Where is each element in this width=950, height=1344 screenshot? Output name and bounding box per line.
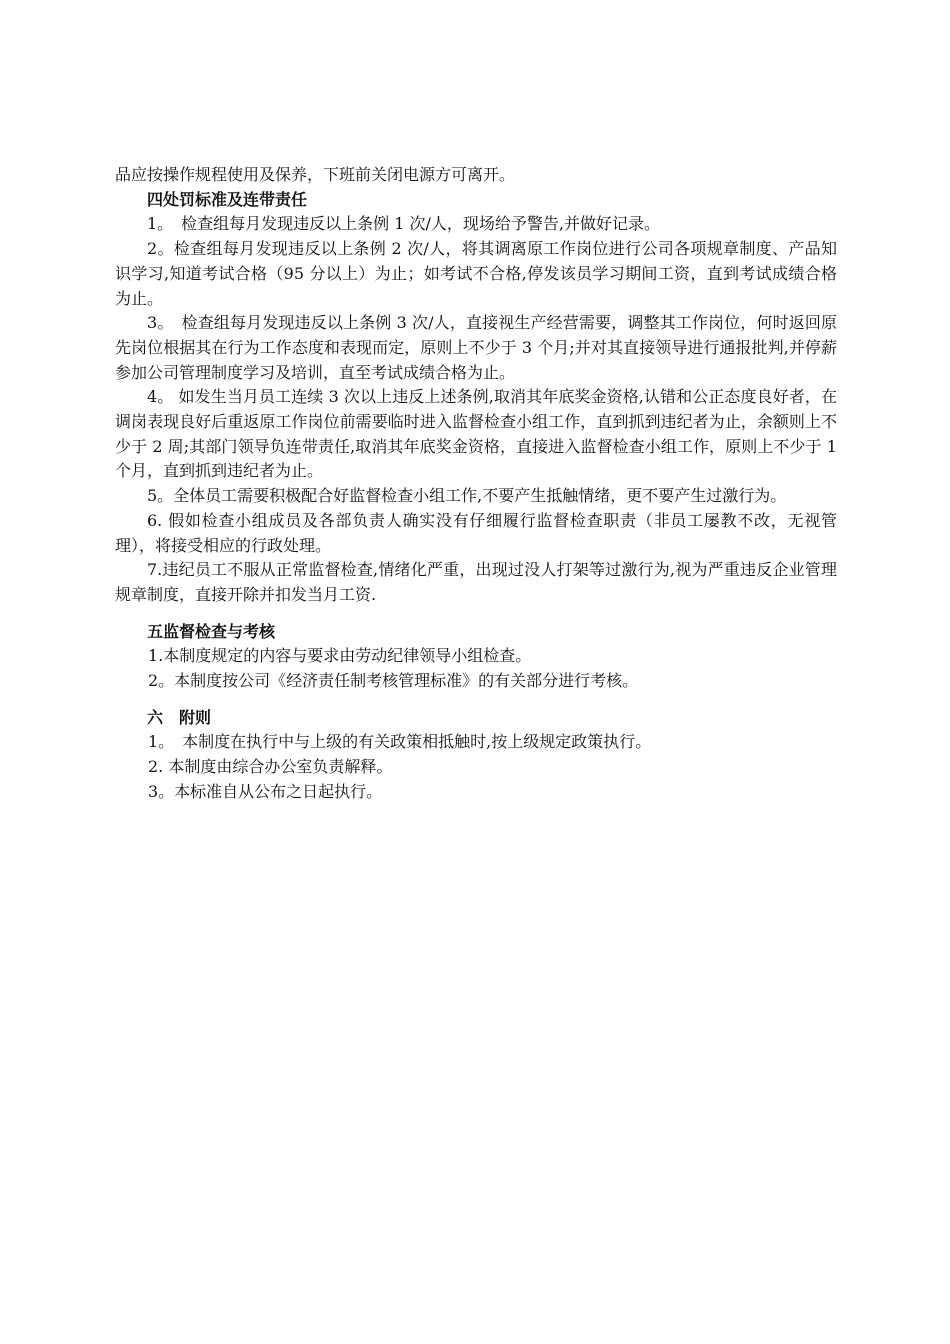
section-4-item: 2。检查组每月发现违反以上条例 2 次/人，将其调离原工作岗位进行公司各项规章制度、产品知识学习,知道考试合格（95 分以上）为止；如考试不合格,停发该员学习期间工资，直到考试成绩合格为止。 (115, 239, 837, 308)
section-4-item: 3。 检查组每月发现违反以上条例 3 次/人，直接视生产经营需要，调整其工作岗位，何时返回原先岗位根据其在行为工作态度和表现而定，原则上不少于 3 个月;并对其直接领导进行通报批判,并停薪参加公司管理制度学习及培训，直至考试成绩合格为止。 (115, 313, 837, 382)
section-6-item: 1。 本制度在执行中与上级的有关政策相抵触时,按上级规定政策执行。 (148, 732, 652, 752)
section-6-item: 2. 本制度由综合办公室负责解释。 (148, 757, 393, 777)
section-4-item: 4。 如发生当月员工连续 3 次以上违反上述条例,取消其年底奖金资格,认错和公正态度良好者，在调岗表现良好后重返原工作岗位前需要临时进入监督检查小组工作，直到抓到违纪者为止，余额则上不少于 2 周;其部门领导负连带责任,取消其年底奖金资格，直接进入监督检查小组工作，原则上不少于 1 个月，直到抓到违纪者为止。 (115, 387, 837, 481)
section-5-heading: 五监督检查与考核 (147, 621, 276, 641)
section-5-item: 2。本制度按公司《经济责任制考核管理标准》的有关部分进行考核。 (148, 671, 639, 691)
intro-paragraph-tail: 品应按操作规程使用及保养，下班前关闭电源方可离开。 (115, 165, 516, 184)
section-6-heading: 六 附则 (147, 707, 212, 727)
section-5-item: 1.本制度规定的内容与要求由劳动纪律领导小组检查。 (148, 646, 532, 666)
section-4-item: 5。全体员工需要积极配合好监督检查小组工作,不要产生抵触情绪，更不要产生过激行为。 (147, 486, 787, 506)
section-6-item: 3。本标准自从公布之日起执行。 (148, 781, 383, 801)
section-4-heading: 四处罚标准及连带责任 (147, 189, 308, 209)
section-4-item: 7.违纪员工不服从正常监督检查,情绪化严重，出现过没人打架等过激行为,视为严重违反企业管理规章制度，直接开除并扣发当月工资. (115, 560, 837, 604)
section-4-item: 1。 检查组每月发现违反以上条例 1 次/人，现场给予警告,并做好记录。 (147, 214, 661, 234)
section-4-item: 6. 假如检查小组成员及各部负责人确实没有仔细履行监督检查职责（非员工屡教不改，无视管理），将接受相应的行政处理。 (115, 510, 837, 555)
document-body (115, 163, 837, 805)
